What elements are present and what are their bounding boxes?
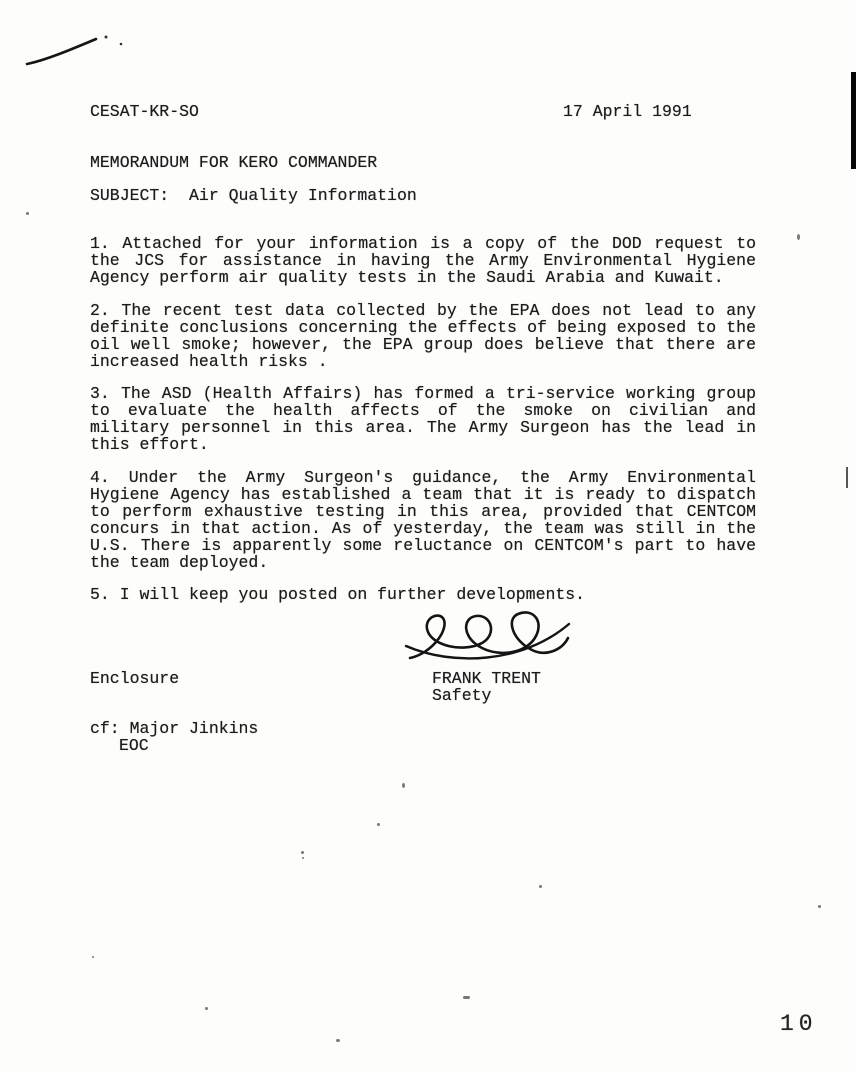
scan-artifact-tick [846, 467, 848, 488]
page-number: 10 [780, 1011, 818, 1037]
scan-speck [463, 996, 470, 999]
scan-speck [26, 212, 29, 215]
enclosure-label: Enclosure [90, 669, 180, 688]
scan-speck [302, 857, 304, 859]
scan-speck [402, 783, 405, 788]
body-paragraph-3: 3. The ASD (Health Affairs) has formed a tri-service working group to evaluate the health affects of the smoke on civilian and military personnel in this area. The Army Surgeon has the lead in this effort. [90, 384, 756, 454]
scan-speck [818, 905, 821, 908]
signer-title: Safety [432, 686, 492, 705]
office-symbol: CESAT-KR-SO [90, 102, 199, 121]
scan-speck [301, 851, 304, 854]
scan-speck [377, 823, 380, 826]
date: 17 April 1991 [563, 102, 692, 121]
cf-line-eoc: EOC [119, 736, 149, 755]
signature-scribble [404, 606, 572, 666]
body-paragraph-4: 4. Under the Army Surgeon's guidance, the Army Environmental Hygiene Agency has established a team that it is ready to dispatch to perform exhaustive testing in this area, provided that CENTCOM concurs in that action. As of yesterday, the team was still in the U.S. There is apparently some reluctance on CENTCOM's part to have the team deployed. [90, 468, 756, 572]
subject-line: SUBJECT: Air Quality Information [90, 186, 417, 205]
scan-speck [205, 1007, 208, 1010]
scan-artifact-strip [851, 72, 856, 169]
scan-speck [539, 885, 542, 888]
handwritten-mark [24, 33, 134, 69]
memo-line: MEMORANDUM FOR KERO COMMANDER [90, 153, 378, 172]
signer-name: FRANK TRENT [432, 669, 541, 688]
scan-speck [797, 234, 800, 240]
scan-speck [92, 956, 94, 958]
body-paragraph-5: 5. I will keep you posted on further developments. [90, 585, 586, 604]
memo-header [90, 103, 756, 120]
body-paragraph-2: 2. The recent test data collected by the EPA does not lead to any definite conclusions concerning the effects of being exposed to the oil well smoke; however, the EPA group does believe that there are increased health risks . [90, 301, 756, 371]
scan-speck [336, 1039, 340, 1042]
body-paragraph-1: 1. Attached for your information is a copy of the DOD request to the JCS for assistance in having the Army Environmental Hygiene Agency perform air quality tests in the Saudi Arabia and Kuwait. [90, 234, 756, 287]
cf-line: cf: Major Jinkins [90, 719, 259, 738]
